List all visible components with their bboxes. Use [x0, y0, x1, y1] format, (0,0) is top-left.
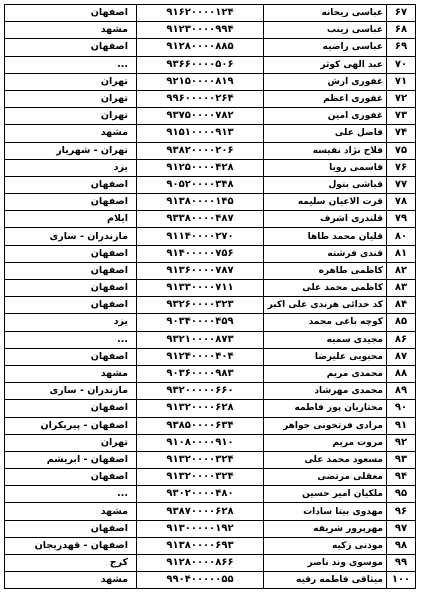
- phone-cell: ۹۱۵۱۰۰۰۰۹۱۳: [137, 125, 264, 142]
- table-row: [5, 331, 416, 348]
- city-cell: اصفهان: [5, 39, 137, 56]
- phone-cell: ۹۱۳۲۰۰۰۰۶۲۸: [137, 400, 264, 417]
- table-row: [5, 90, 416, 107]
- phone-cell: ۹۱۲۵۰۰۰۰۴۲۸: [137, 159, 264, 176]
- name-cell: غفوری امین: [264, 108, 387, 125]
- phone-cell: ۹۱۳۶۰۰۰۰۷۸۷: [137, 262, 264, 279]
- row-number-cell: ۸۵: [387, 314, 416, 331]
- city-cell: مشهد: [5, 365, 137, 382]
- name-cell: موسوی وند ناصر: [264, 555, 387, 572]
- city-cell: ...: [5, 56, 137, 73]
- phone-cell: ۹۳۸۷۰۰۰۰۶۲۸: [137, 503, 264, 520]
- phone-cell: ۹۱۲۸۰۰۰۰۸۶۶: [137, 555, 264, 572]
- name-cell: مهدوی بیتا سادات: [264, 503, 387, 520]
- row-number-cell: ۹۹: [387, 555, 416, 572]
- phone-cell: ۹۳۸۵۰۰۰۰۶۳۴: [137, 417, 264, 434]
- city-cell: اصفهان: [5, 469, 137, 486]
- city-cell: اصفهان - ابریشم: [5, 451, 137, 468]
- name-cell: محمدی مریم: [264, 365, 387, 382]
- name-cell: معقلی مرتضی: [264, 469, 387, 486]
- city-cell: مازندران - ساری: [5, 228, 137, 245]
- table-row: [5, 211, 416, 228]
- table-row: [5, 314, 416, 331]
- row-number-cell: ۸۸: [387, 365, 416, 382]
- name-cell: قلیان محمد طاها: [264, 228, 387, 245]
- phone-cell: ۹۱۲۸۰۰۰۰۸۸۵: [137, 39, 264, 56]
- phone-cell: ۹۳۲۱۰۰۰۰۸۷۳: [137, 331, 264, 348]
- table-row: [5, 5, 416, 22]
- row-number-cell: ۹۱: [387, 417, 416, 434]
- table-row: [5, 537, 416, 554]
- table-row: [5, 262, 416, 279]
- name-cell: کاظمی طاهره: [264, 262, 387, 279]
- row-number-cell: ۹۲: [387, 434, 416, 451]
- phone-cell: ۹۱۱۴۰۰۰۰۲۷۰: [137, 228, 264, 245]
- city-cell: اصفهان: [5, 348, 137, 365]
- phone-cell: ۹۱۳۳۰۰۰۰۷۱۱: [137, 280, 264, 297]
- table-row: [5, 56, 416, 73]
- city-cell: اصفهان: [5, 280, 137, 297]
- phone-cell: ۹۱۳۸۰۰۰۰۱۴۵: [137, 194, 264, 211]
- contact-table: [4, 4, 416, 589]
- row-number-cell: ۸۲: [387, 262, 416, 279]
- table-row: [5, 365, 416, 382]
- table-row: [5, 176, 416, 193]
- table-row: [5, 434, 416, 451]
- phone-cell: ۹۱۰۸۰۰۰۰۹۱۰: [137, 434, 264, 451]
- row-number-cell: ۷۱: [387, 73, 416, 90]
- row-number-cell: ۷۵: [387, 142, 416, 159]
- phone-cell: ۹۱۳۰۰۰۰۰۱۹۲: [137, 520, 264, 537]
- phone-cell: ۹۰۳۴۰۰۰۰۴۵۹: [137, 314, 264, 331]
- phone-cell: ۹۱۳۸۰۰۰۰۶۹۳: [137, 537, 264, 554]
- table-row: [5, 383, 416, 400]
- name-cell: مروت مریم: [264, 434, 387, 451]
- table-row: [5, 159, 416, 176]
- city-cell: کرج: [5, 555, 137, 572]
- name-cell: عباسی زینب: [264, 22, 387, 39]
- row-number-cell: ۹۴: [387, 469, 416, 486]
- name-cell: مجیدی سمیه: [264, 331, 387, 348]
- phone-cell: ۹۳۰۲۰۰۰۰۴۸۰: [137, 486, 264, 503]
- city-cell: مشهد: [5, 22, 137, 39]
- row-number-cell: ۷۹: [387, 211, 416, 228]
- city-cell: مشهد: [5, 125, 137, 142]
- city-cell: اصفهان: [5, 5, 137, 22]
- phone-cell: ۹۱۶۲۰۰۰۰۱۲۴: [137, 5, 264, 22]
- table-row: [5, 555, 416, 572]
- table-row: [5, 194, 416, 211]
- phone-cell: ۹۳۸۲۰۰۰۰۲۰۶: [137, 142, 264, 159]
- phone-cell: ۹۱۳۲۰۰۰۰۳۲۴: [137, 451, 264, 468]
- row-number-cell: ۹۶: [387, 503, 416, 520]
- name-cell: قندی فرشته: [264, 245, 387, 262]
- row-number-cell: ۶۷: [387, 5, 416, 22]
- table-row: [5, 108, 416, 125]
- table-row: [5, 228, 416, 245]
- city-cell: اصفهان - قهدریجان: [5, 537, 137, 554]
- city-cell: اصفهان: [5, 297, 137, 314]
- city-cell: مشهد: [5, 503, 137, 520]
- name-cell: کد خدائی هرندی علی اکبر: [264, 297, 387, 314]
- table-row: [5, 348, 416, 365]
- name-cell: ملکیان امیر حسین: [264, 486, 387, 503]
- name-cell: عبد الهی کوثر: [264, 56, 387, 73]
- row-number-cell: ۷۳: [387, 108, 416, 125]
- table-row: [5, 400, 416, 417]
- city-cell: اصفهان: [5, 245, 137, 262]
- row-number-cell: ۷۸: [387, 194, 416, 211]
- name-cell: قاسمی رویا: [264, 159, 387, 176]
- table-row: [5, 486, 416, 503]
- city-cell: یزد: [5, 314, 137, 331]
- name-cell: میثاقی فاطمه رقیه: [264, 572, 387, 589]
- name-cell: مهرپرور شریفه: [264, 520, 387, 537]
- city-cell: اصفهان: [5, 262, 137, 279]
- row-number-cell: ۶۹: [387, 39, 416, 56]
- row-number-cell: ۹۷: [387, 520, 416, 537]
- phone-cell: ۹۱۲۳۰۰۰۰۹۹۴: [137, 22, 264, 39]
- city-cell: اصفهان: [5, 520, 137, 537]
- table-row: [5, 520, 416, 537]
- row-number-cell: ۶۸: [387, 22, 416, 39]
- table-row: [5, 503, 416, 520]
- city-cell: ...: [5, 486, 137, 503]
- city-cell: اصفهان - پیربکران: [5, 417, 137, 434]
- table-row: [5, 22, 416, 39]
- phone-cell: ۹۳۲۶۰۰۰۰۳۲۳: [137, 297, 264, 314]
- row-number-cell: ۸۱: [387, 245, 416, 262]
- city-cell: مازندران - ساری: [5, 383, 137, 400]
- phone-cell: ۹۱۴۰۰۰۰۰۷۵۶: [137, 245, 264, 262]
- name-cell: مرادی فرتخونی جواهر: [264, 417, 387, 434]
- name-cell: قباشی بتول: [264, 176, 387, 193]
- table-row: [5, 572, 416, 589]
- name-cell: قلندری اشرف: [264, 211, 387, 228]
- city-cell: یزد: [5, 159, 137, 176]
- phone-cell: ۹۳۶۶۰۰۰۰۵۰۶: [137, 56, 264, 73]
- row-number-cell: ۸۰: [387, 228, 416, 245]
- table-row: [5, 125, 416, 142]
- table-row: [5, 417, 416, 434]
- table-row: [5, 73, 416, 90]
- city-cell: ...: [5, 331, 137, 348]
- city-cell: ایلام: [5, 211, 137, 228]
- name-cell: مسعود محمد علی: [264, 451, 387, 468]
- row-number-cell: ۹۸: [387, 537, 416, 554]
- city-cell: تهران: [5, 108, 137, 125]
- row-number-cell: ۷۴: [387, 125, 416, 142]
- name-cell: عباسی ریحانه: [264, 5, 387, 22]
- city-cell: اصفهان: [5, 194, 137, 211]
- city-cell: اصفهان: [5, 176, 137, 193]
- row-number-cell: ۸۴: [387, 297, 416, 314]
- phone-cell: ۹۳۳۸۰۰۰۰۴۸۷: [137, 211, 264, 228]
- table-row: [5, 280, 416, 297]
- row-number-cell: ۸۹: [387, 383, 416, 400]
- row-number-cell: ۱۰۰: [387, 572, 416, 589]
- name-cell: غفوری ارش: [264, 73, 387, 90]
- phone-cell: ۹۳۷۵۰۰۰۰۷۸۲: [137, 108, 264, 125]
- name-cell: فاضل علی: [264, 125, 387, 142]
- table-row: [5, 451, 416, 468]
- name-cell: موذنی زکیه: [264, 537, 387, 554]
- name-cell: کوچه باغی محمد: [264, 314, 387, 331]
- phone-cell: ۹۳۲۰۰۰۰۰۶۶۰: [137, 383, 264, 400]
- name-cell: مختاریان پور فاطمه: [264, 400, 387, 417]
- phone-cell: ۹۱۲۴۰۰۰۰۴۰۴: [137, 348, 264, 365]
- city-cell: اصفهان: [5, 400, 137, 417]
- phone-cell: ۹۱۳۲۰۰۰۰۳۲۴: [137, 469, 264, 486]
- row-number-cell: ۹۰: [387, 400, 416, 417]
- city-cell: تهران: [5, 73, 137, 90]
- row-number-cell: ۷۷: [387, 176, 416, 193]
- phone-cell: ۹۰۵۲۰۰۰۰۳۴۸: [137, 176, 264, 193]
- name-cell: محبوبی علیرضا: [264, 348, 387, 365]
- city-cell: مشهد: [5, 572, 137, 589]
- name-cell: عباسی راضیه: [264, 39, 387, 56]
- city-cell: تهران: [5, 434, 137, 451]
- name-cell: محمدی مهرشاد: [264, 383, 387, 400]
- row-number-cell: ۹۵: [387, 486, 416, 503]
- table-row: [5, 142, 416, 159]
- table-row: [5, 297, 416, 314]
- row-number-cell: ۸۶: [387, 331, 416, 348]
- table-row: [5, 39, 416, 56]
- row-number-cell: ۷۲: [387, 90, 416, 107]
- city-cell: تهران: [5, 90, 137, 107]
- phone-cell: ۹۰۳۶۰۰۰۰۹۸۳: [137, 365, 264, 382]
- name-cell: غفوری اعظم: [264, 90, 387, 107]
- table-row: [5, 245, 416, 262]
- city-cell: تهران - شهریار: [5, 142, 137, 159]
- row-number-cell: ۸۳: [387, 280, 416, 297]
- name-cell: قرت الاعیان سلیمه: [264, 194, 387, 211]
- phone-cell: ۹۲۱۵۰۰۰۰۸۱۹: [137, 73, 264, 90]
- name-cell: کاظمی محمد علی: [264, 280, 387, 297]
- row-number-cell: ۸۷: [387, 348, 416, 365]
- row-number-cell: ۷۰: [387, 56, 416, 73]
- contact-table-body: [5, 5, 416, 589]
- phone-cell: ۹۹۶۰۰۰۰۰۲۶۴: [137, 90, 264, 107]
- row-number-cell: ۹۳: [387, 451, 416, 468]
- name-cell: فلاح نژاد نفیسه: [264, 142, 387, 159]
- phone-cell: ۹۹۰۴۰۰۰۰۰۵۵: [137, 572, 264, 589]
- table-row: [5, 469, 416, 486]
- row-number-cell: ۷۶: [387, 159, 416, 176]
